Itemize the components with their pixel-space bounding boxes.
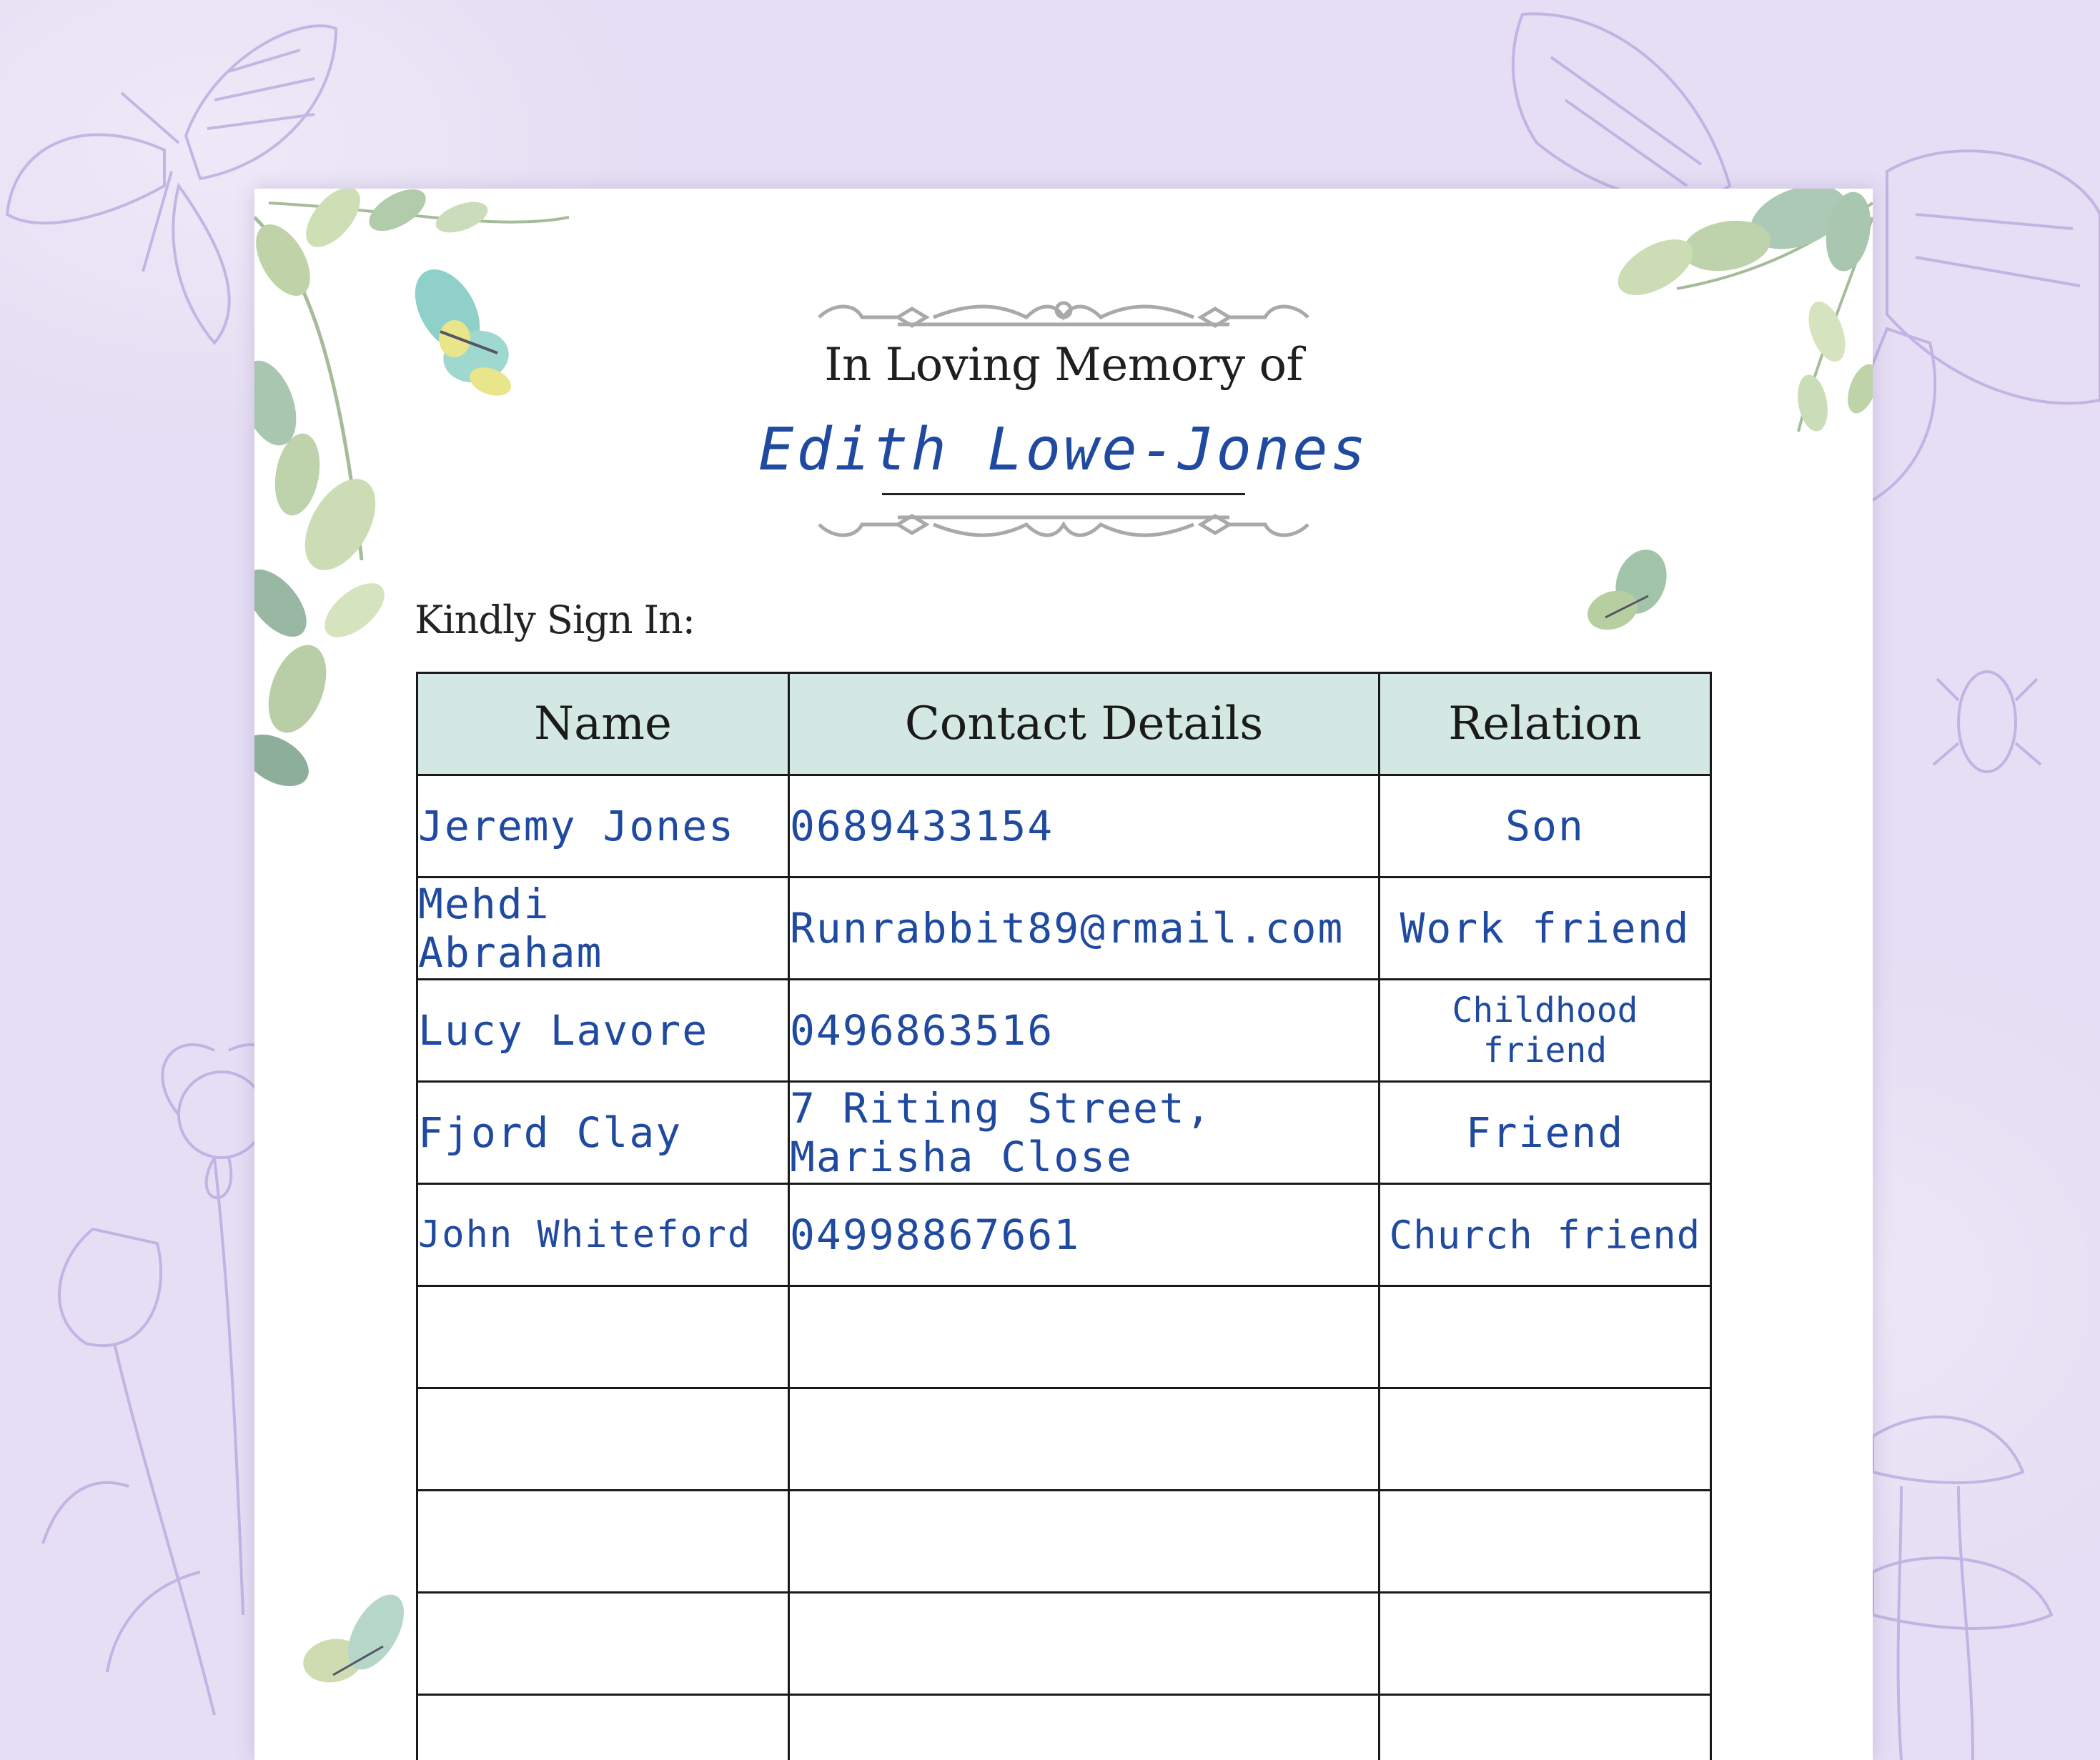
- table-row: [417, 877, 1711, 980]
- empty-relation-cell[interactable]: [1380, 1388, 1711, 1491]
- table-row-empty: [417, 1593, 1711, 1695]
- empty-relation-cell[interactable]: [1380, 1286, 1711, 1388]
- table-row: [417, 775, 1711, 877]
- guest-relation-cell[interactable]: Church friend: [1380, 1184, 1711, 1286]
- table-row: [417, 980, 1711, 1082]
- column-header-relation: Relation: [1380, 673, 1711, 775]
- ornament-divider-bottom: [812, 510, 1315, 546]
- empty-name-cell[interactable]: [417, 1491, 789, 1593]
- table-row-empty: [417, 1286, 1711, 1388]
- empty-relation-cell[interactable]: [1380, 1593, 1711, 1695]
- guest-contact-line: Marisha Close: [790, 1133, 1133, 1181]
- guest-relation-cell[interactable]: Childhood friend: [1380, 980, 1711, 1082]
- butterfly-top-left: [402, 258, 515, 401]
- name-underline: [882, 493, 1245, 495]
- memorial-subtitle: In Loving Memory of: [824, 339, 1303, 392]
- guest-name-cell[interactable]: Lucy Lavore: [417, 980, 789, 1082]
- guest-contact-cell[interactable]: 0689433154: [789, 775, 1380, 877]
- table-row: [417, 1082, 1711, 1184]
- butterfly-right: [1582, 542, 1675, 637]
- guest-contact-line: 7 Riting Street,: [790, 1084, 1212, 1133]
- table-row-empty: [417, 1388, 1711, 1491]
- guest-name-cell[interactable]: Jeremy Jones: [417, 775, 789, 877]
- empty-contact-cell[interactable]: [789, 1388, 1380, 1491]
- guest-sign-in-sheet: [254, 189, 1873, 1760]
- empty-contact-cell[interactable]: [789, 1695, 1380, 1760]
- sign-in-prompt: Kindly Sign In:: [415, 597, 695, 642]
- guest-relation-cell[interactable]: Friend: [1380, 1082, 1711, 1184]
- guest-name-line: Abraham: [418, 928, 603, 977]
- guest-name-cell[interactable]: [417, 877, 789, 980]
- empty-contact-cell[interactable]: [789, 1491, 1380, 1593]
- table-header-row: [417, 673, 1711, 775]
- table-row: [417, 1184, 1711, 1286]
- flower-illustration-left: [43, 1045, 281, 1715]
- empty-name-cell[interactable]: [417, 1695, 789, 1760]
- guest-contact-cell[interactable]: 04998867661: [789, 1184, 1380, 1286]
- deceased-name: Edith Lowe-Jones: [758, 416, 1369, 484]
- guest-contact-cell[interactable]: 0496863516: [789, 980, 1380, 1082]
- guest-contact-cell[interactable]: Runrabbit89@rmail.com: [789, 877, 1380, 980]
- empty-contact-cell[interactable]: [789, 1286, 1380, 1388]
- leaf-sprig-right: [1609, 189, 1873, 434]
- butterfly-bottom-left: [299, 1586, 415, 1687]
- guest-relation-cell[interactable]: Work friend: [1380, 877, 1711, 980]
- guest-relation-cell[interactable]: Son: [1380, 775, 1711, 877]
- empty-name-cell[interactable]: [417, 1286, 789, 1388]
- empty-contact-cell[interactable]: [789, 1593, 1380, 1695]
- sign-in-table: [416, 672, 1712, 1760]
- guest-contact-cell[interactable]: [789, 1082, 1380, 1184]
- empty-name-cell[interactable]: [417, 1593, 789, 1695]
- mushroom-illustration: [1873, 1417, 2051, 1760]
- table-row-empty: [417, 1695, 1711, 1760]
- empty-relation-cell[interactable]: [1380, 1695, 1711, 1760]
- guest-name-cell[interactable]: Fjord Clay: [417, 1082, 789, 1184]
- beetle-illustration: [1933, 672, 2041, 772]
- column-header-contact: Contact Details: [789, 673, 1380, 775]
- table-row-empty: [417, 1491, 1711, 1593]
- empty-name-cell[interactable]: [417, 1388, 789, 1491]
- guest-name-cell[interactable]: John Whiteford: [417, 1184, 789, 1286]
- ornament-divider-top: [812, 296, 1315, 332]
- guest-name-line: Mehdi: [418, 880, 550, 928]
- empty-relation-cell[interactable]: [1380, 1491, 1711, 1593]
- column-header-name: Name: [417, 673, 789, 775]
